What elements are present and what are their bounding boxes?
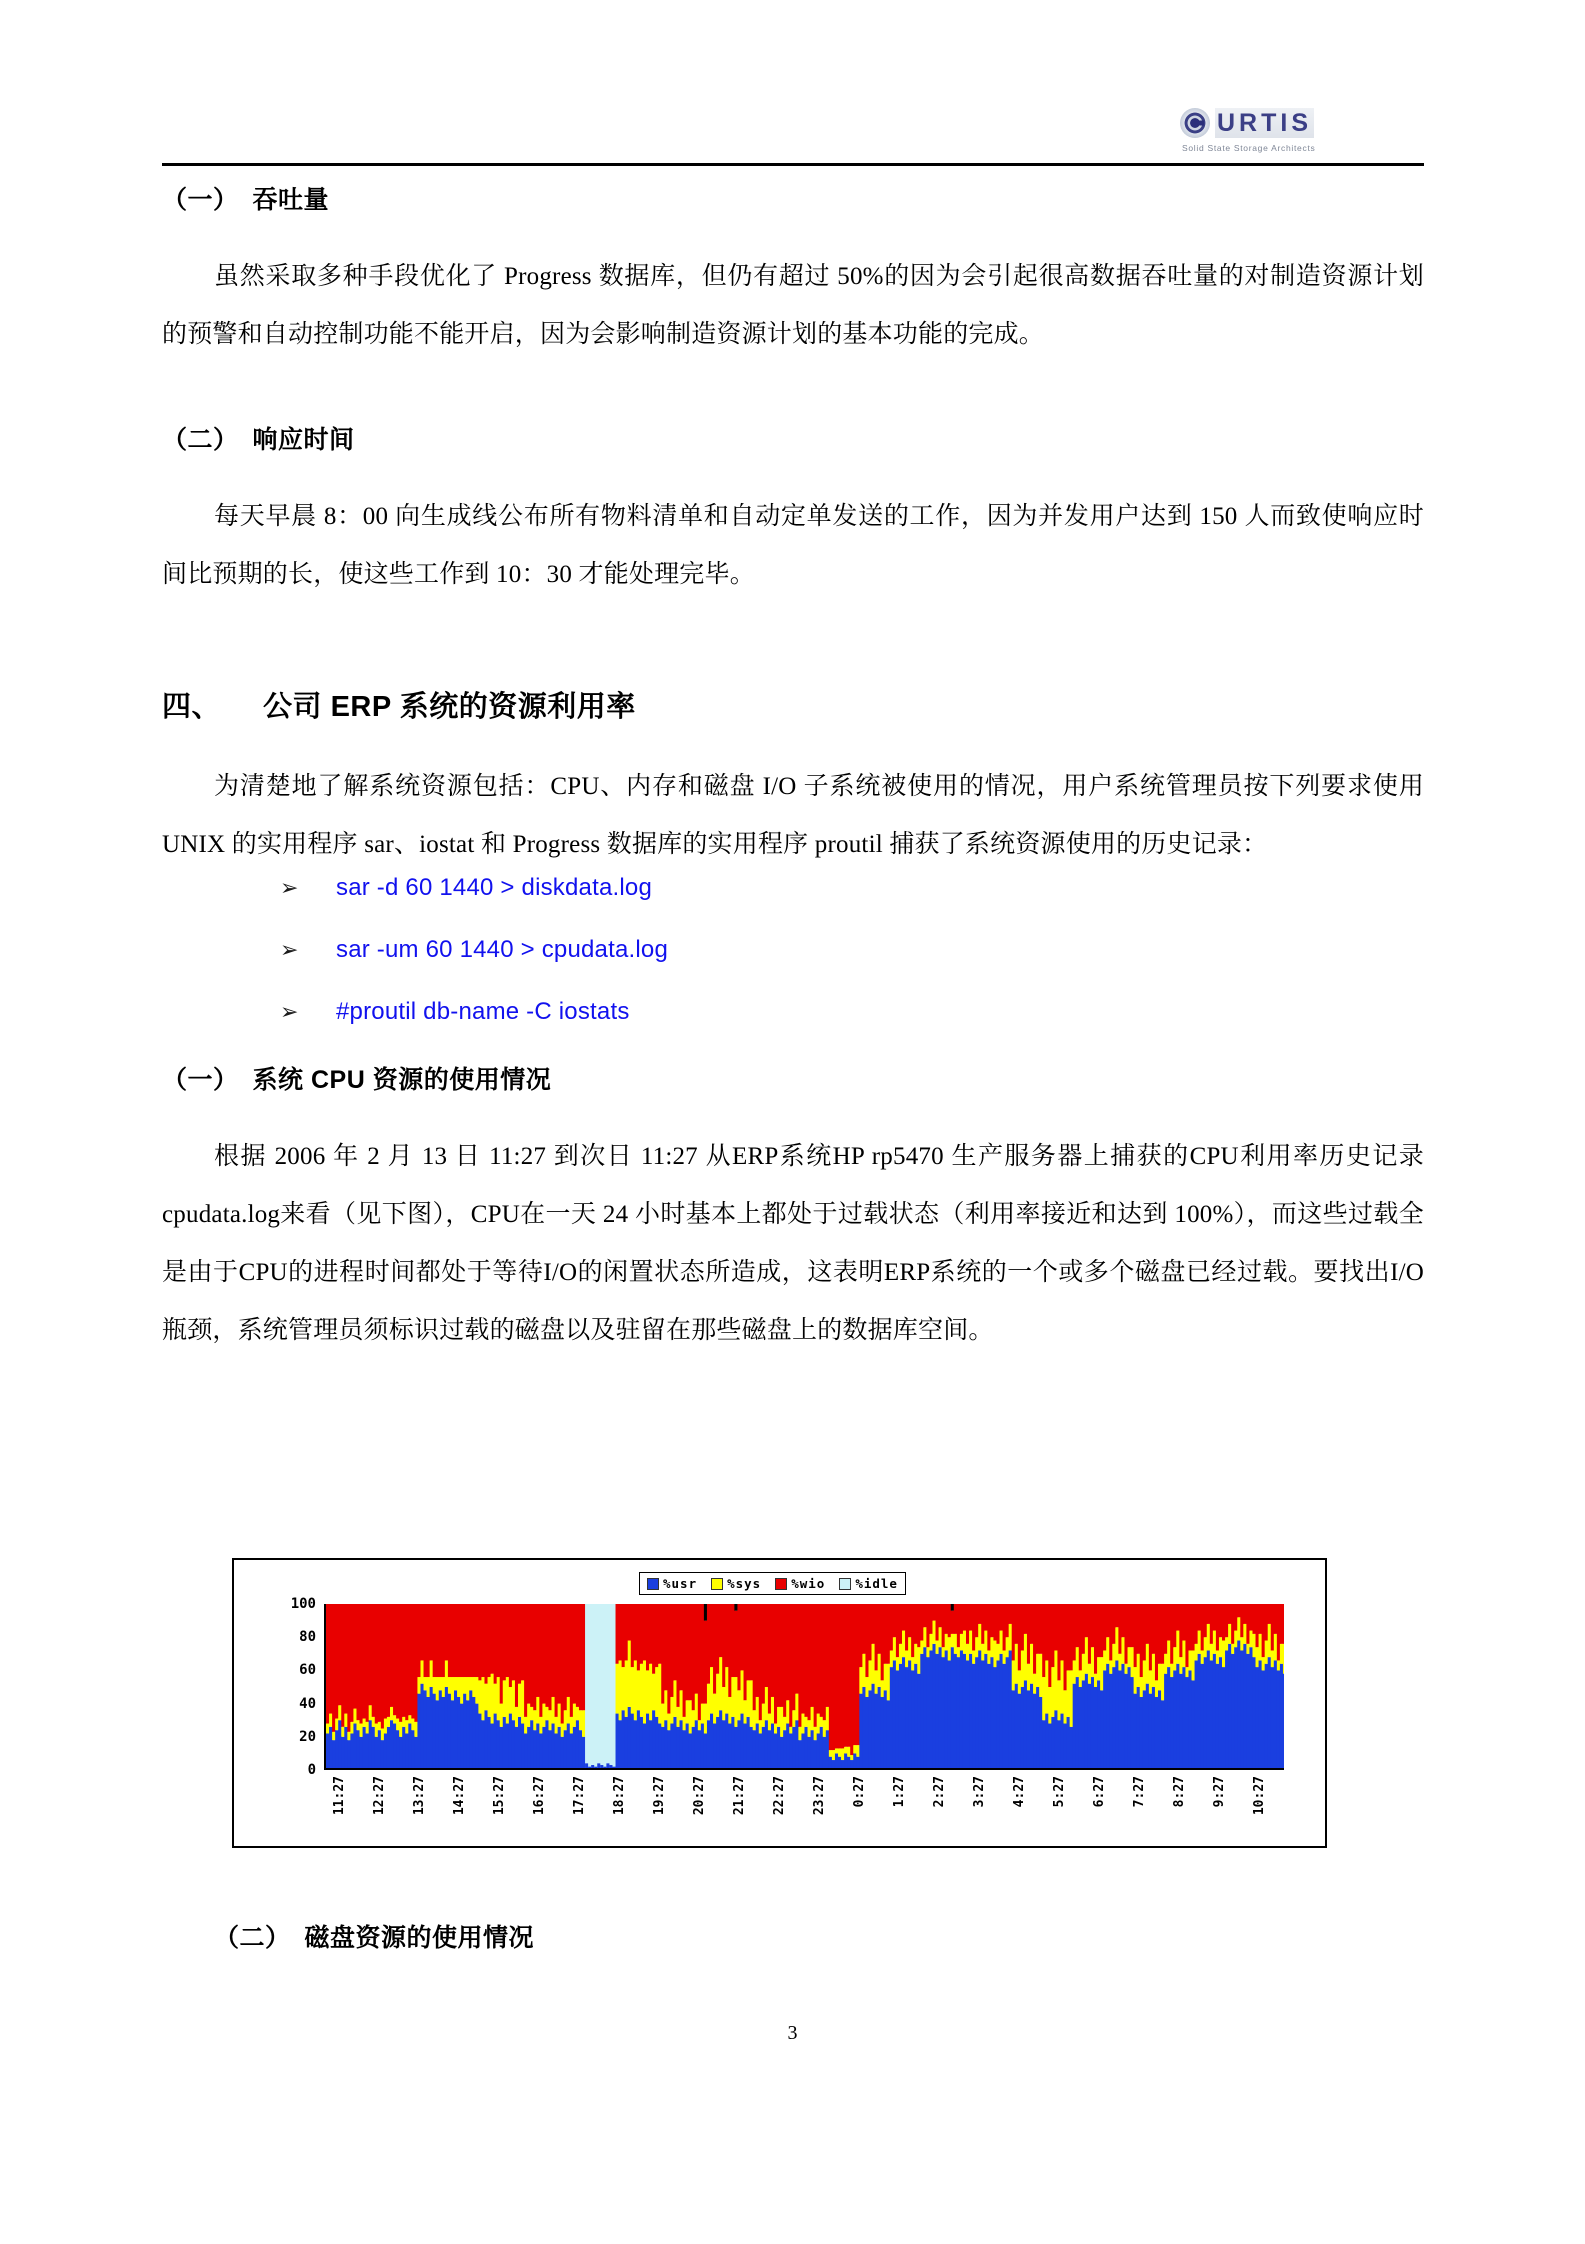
plot-wrapper (234, 1560, 1325, 1846)
stacked-area-svg (326, 1604, 1284, 1770)
heading-section-four (162, 684, 1424, 730)
paragraph-cpu-analysis (162, 1128, 1424, 1360)
logo-word: URTIS (1217, 109, 1312, 137)
x-axis-tick: 16:27 (532, 1776, 547, 1816)
paragraph-cpu-analysis-normal: 根据 2006 年 2 月 13 日 11:27 到次日 11:27 从ERP系统HP rp5470 生产服务器上捕获的CPU利用率历史记录cpudata.log来看（见下图），CPU在一天 24 小时基本上都处于过载状态（利用率接近和达到 100%），而这些过载全是由于CPU的进程时间都处于等待I/O的闲置状态所造成， (162, 1143, 1424, 1286)
x-axis-tick: 21:27 (732, 1776, 747, 1816)
x-axis-tick: 4:27 (1012, 1776, 1027, 1808)
heading-disk-usage-number: （二） (214, 1924, 291, 1952)
spacer (162, 604, 1424, 684)
x-axis-tick: 11:27 (332, 1776, 347, 1816)
spacer (162, 460, 1424, 488)
paragraph-throughput: 虽然采取多种手段优化了 Progress 数据库，但仍有超过 50%的因为会引起很高数据吞吐量的对制造资源计划的预警和自动控制功能不能开启，因为会影响制造资源计划的基本功能的完成。 (162, 263, 1424, 348)
x-axis-tick: 23:27 (812, 1776, 827, 1816)
logo-wordmark-row (1180, 106, 1314, 140)
list-item[interactable] (162, 936, 1424, 998)
y-axis-tick: 100 (290, 1596, 316, 1612)
cpu-utilization-chart (232, 1558, 1327, 1848)
x-axis-tick: 1:27 (892, 1776, 907, 1808)
arrow-bullet-icon: ➢ (280, 876, 299, 901)
spacer (162, 364, 1424, 420)
heading-cpu-usage-number: （一） (162, 1066, 239, 1094)
y-axis-tick: 20 (299, 1728, 316, 1745)
command-text: #proutil db-name -C iostats (336, 998, 630, 1025)
paragraph-cpu-analysis-bold: 这表明ERP系统的一个或多个磁盘已经过载。要找出I/O瓶颈，系统管理员须标识过载的磁盘以及驻留在那些磁盘上的数据库空间。 (162, 1259, 1425, 1344)
y-axis-tick: 80 (299, 1629, 316, 1646)
x-axis-tick: 3:27 (972, 1776, 987, 1808)
heading-cpu-usage-text: 系统 CPU 资源的使用情况 (252, 1066, 552, 1094)
plot-area (324, 1604, 1284, 1770)
paragraph-resource-intro: 为清楚地了解系统资源包括：CPU、内存和磁盘 I/O 子系统被使用的情况，用户系统管理员按下列要求使用 UNIX 的实用程序 sar、iostat 和 Progress 数据库的实用程序 proutil 捕获了系统资源使用的历史记录： (162, 773, 1424, 858)
heading-section-four-text: 公司 ERP 系统的资源利用率 (263, 691, 636, 723)
x-axis-tick: 12:27 (372, 1776, 387, 1816)
legend-label-idle: %idle (855, 1576, 898, 1591)
x-axis-tick: 15:27 (492, 1776, 507, 1816)
x-axis-tick: 7:27 (1132, 1776, 1147, 1808)
x-axis-tick: 13:27 (412, 1776, 427, 1816)
x-axis-tick: 14:27 (452, 1776, 467, 1816)
x-axis-tick: 9:27 (1212, 1776, 1227, 1808)
curtis-logo (1180, 106, 1340, 162)
heading-section-four-number: 四、 (162, 691, 222, 723)
x-axis-tick-labels (324, 1776, 1284, 1844)
arrow-bullet-icon: ➢ (280, 1000, 299, 1025)
y-axis-tick: 40 (299, 1695, 316, 1712)
heading-disk-usage (214, 1918, 534, 1954)
legend-label-usr: %usr (663, 1576, 698, 1591)
arrow-bullet-icon: ➢ (280, 938, 299, 963)
logo-tagline: Solid State Storage Architects (1182, 143, 1316, 153)
spacer (162, 1100, 1424, 1128)
curtis-c-mark-icon (1180, 108, 1210, 138)
command-list (162, 874, 1424, 1060)
x-axis-tick: 5:27 (1052, 1776, 1067, 1808)
heading-response-time-number: （二） (162, 426, 239, 454)
paragraph-response-time: 每天早晨 8：00 向生成线公布所有物料清单和自动定单发送的工作，因为并发用户达到 150 人而致使响应时间比预期的长，使这些工作到 10：30 才能处理完毕。 (162, 503, 1424, 588)
x-axis-tick: 19:27 (652, 1776, 667, 1816)
heading-response-time-text: 响应时间 (252, 426, 355, 454)
command-text: sar -d 60 1440 > diskdata.log (336, 874, 653, 901)
x-axis-tick: 6:27 (1092, 1776, 1107, 1808)
legend-label-sys: %sys (727, 1576, 762, 1591)
heading-throughput (162, 180, 1424, 220)
y-axis-tick-labels (258, 1596, 316, 1778)
heading-cpu-usage (162, 1060, 1424, 1100)
y-axis-tick: 0 (307, 1762, 316, 1778)
x-axis-tick: 2:27 (932, 1776, 947, 1808)
header-divider (162, 163, 1424, 166)
list-item[interactable] (162, 998, 1424, 1060)
document-body (162, 180, 1424, 1360)
x-axis-tick: 0:27 (852, 1776, 867, 1808)
x-axis-tick: 20:27 (692, 1776, 707, 1816)
page-number: 3 (787, 2022, 798, 2044)
legend-label-wio: %wio (791, 1576, 826, 1591)
list-item[interactable] (162, 874, 1424, 936)
heading-disk-usage-text: 磁盘资源的使用情况 (304, 1924, 535, 1952)
x-axis-tick: 22:27 (772, 1776, 787, 1816)
spacer (162, 730, 1424, 758)
command-text: sar -um 60 1440 > cpudata.log (336, 936, 669, 963)
x-axis-tick: 18:27 (612, 1776, 627, 1816)
heading-throughput-text: 吞吐量 (252, 186, 330, 214)
x-axis-tick: 17:27 (572, 1776, 587, 1816)
x-axis-tick: 10:27 (1252, 1776, 1267, 1816)
heading-response-time (162, 420, 1424, 460)
y-axis-tick: 60 (299, 1662, 316, 1679)
spacer (162, 220, 1424, 248)
heading-throughput-number: （一） (162, 186, 239, 214)
x-axis-tick: 8:27 (1172, 1776, 1187, 1808)
